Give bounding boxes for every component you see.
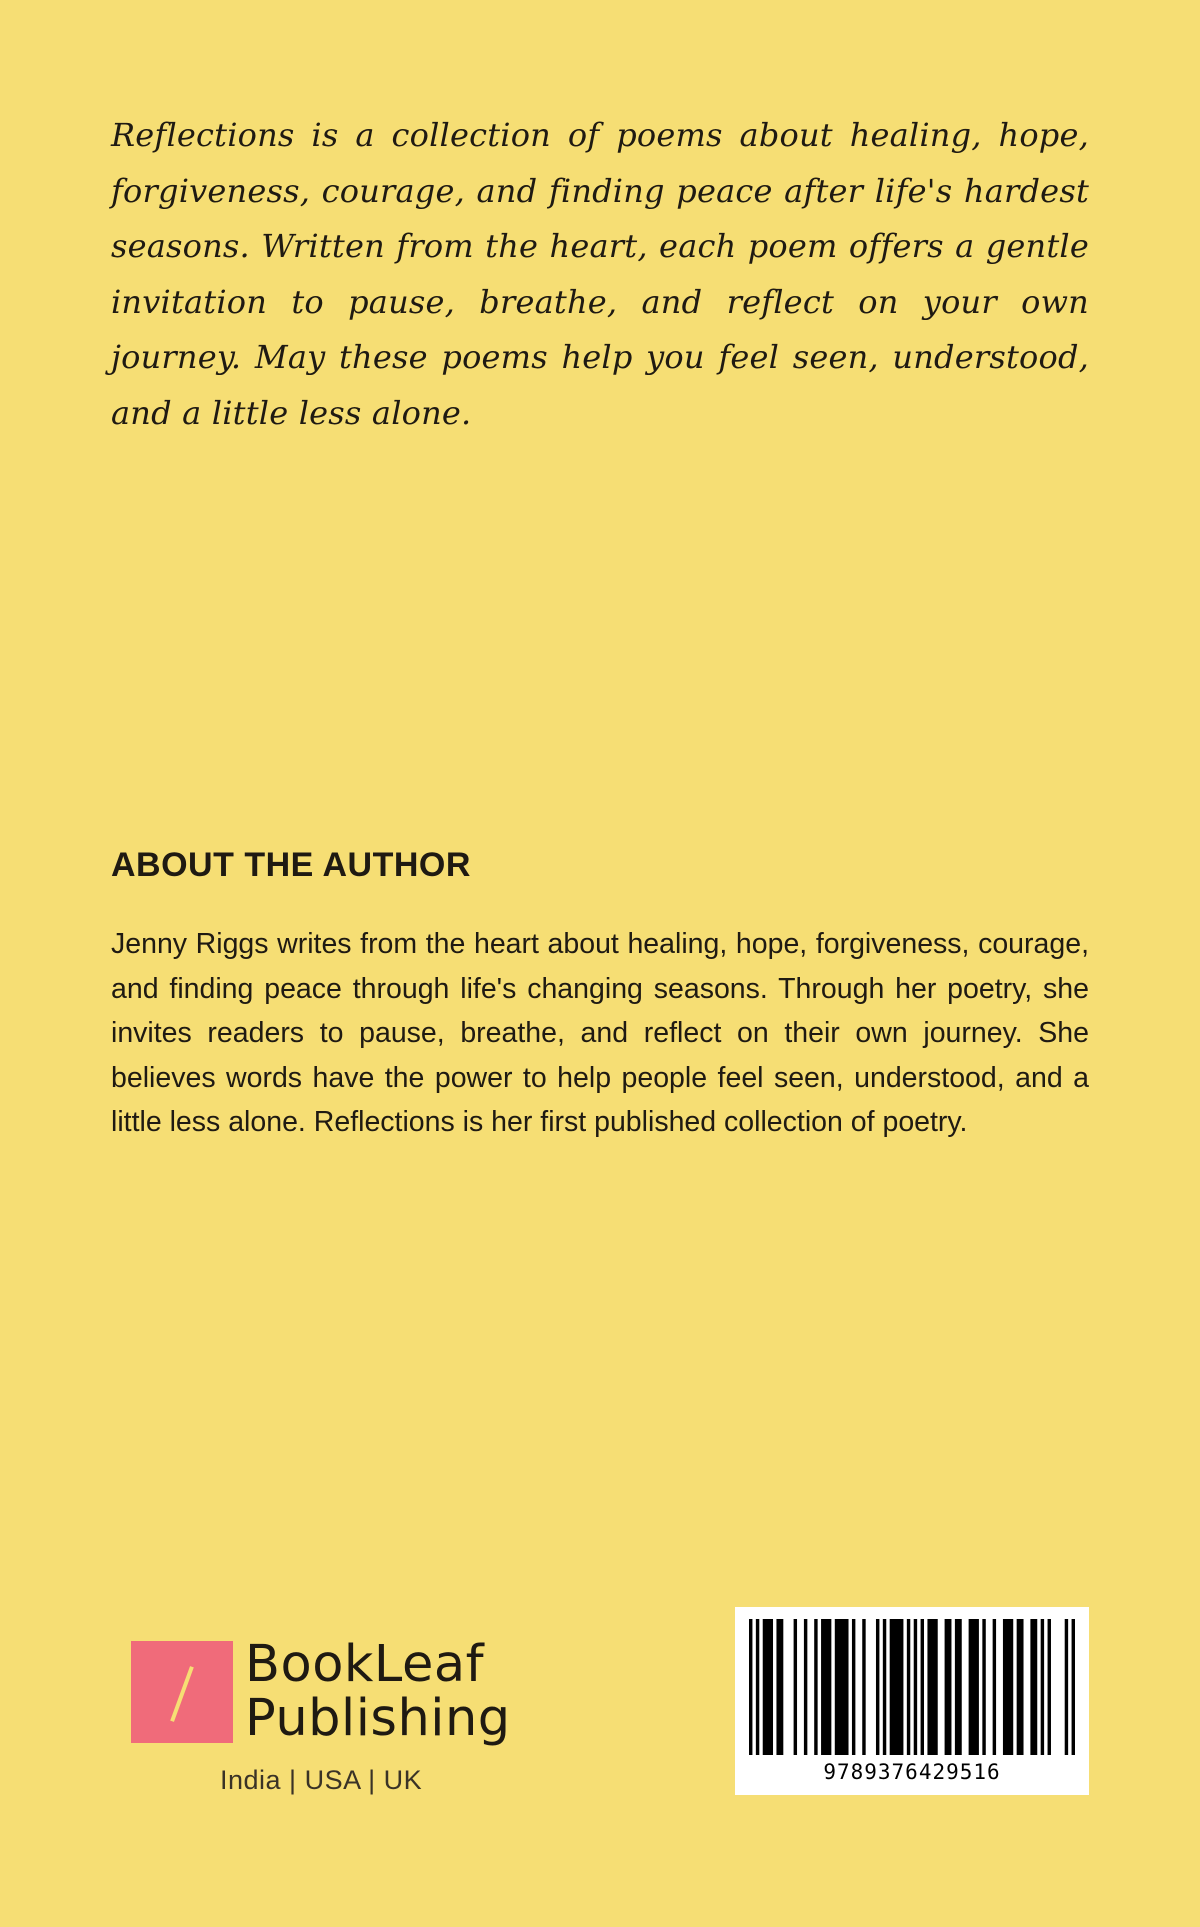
publisher-regions: India | USA | UK [220, 1765, 423, 1795]
barcode-bar [862, 1619, 865, 1755]
barcode-bar [890, 1619, 904, 1755]
barcode-bar [1017, 1619, 1024, 1755]
barcode-bar [756, 1619, 759, 1755]
barcode-bar [776, 1619, 783, 1755]
barcode-bar [883, 1619, 886, 1755]
barcode-bar [852, 1619, 855, 1755]
publisher-name-line1: BookLeaf [245, 1635, 485, 1694]
isbn-barcode [735, 1607, 1089, 1795]
barcode-bar [921, 1619, 924, 1755]
about-author-text: Jenny Riggs writes from the heart about healing, hope, forgiveness, courage, and finding peace through life's changing seasons. Through her poetry, she invites readers to pause, breathe, and reflect on their own journey. She believes words have the power to help people feel seen, understood, and a little less alone. Reflections is her first published collection of poetry. [111, 928, 1089, 1138]
barcode-bar [993, 1619, 996, 1755]
barcode-bar [907, 1619, 910, 1755]
barcode-bar [945, 1619, 952, 1755]
barcode-bar [1003, 1619, 1013, 1755]
barcode-bar [1048, 1619, 1051, 1755]
barcode-bar [914, 1619, 917, 1755]
isbn-number: 9789376429516 [823, 1760, 1001, 1784]
about-author-heading: ABOUT THE AUTHOR [111, 846, 471, 884]
slash-icon [170, 1666, 194, 1722]
barcode-bar [1030, 1619, 1037, 1755]
book-blurb: Reflections is a collection of poems about healing, hope, forgiveness, courage, and finding peace after life's hardest seasons. Written from the heart, each poem offers a gentle invitation to pause, breathe, and reflect on your own journey. May these poems help you feel seen, understood, and a little less alone. [111, 116, 1089, 432]
barcode-bar [794, 1619, 797, 1755]
barcode-bar [1041, 1619, 1044, 1755]
barcode-bar [982, 1619, 985, 1755]
barcode-bar [763, 1619, 773, 1755]
barcode-bar [749, 1619, 752, 1755]
publisher-logo-mark [131, 1641, 233, 1743]
barcode-bar [876, 1619, 879, 1755]
barcode-bar [814, 1619, 817, 1755]
barcode-bars [749, 1619, 1075, 1755]
barcode-bar [927, 1619, 937, 1755]
barcode-bar [955, 1619, 962, 1755]
publisher-logo [131, 1635, 511, 1795]
barcode-bar [969, 1619, 979, 1755]
publisher-name-line2: Publishing [245, 1689, 511, 1748]
barcode-bar [821, 1619, 831, 1755]
barcode-bar [804, 1619, 807, 1755]
barcode-bar [1072, 1619, 1075, 1755]
barcode-bar [1065, 1619, 1068, 1755]
barcode-bar [835, 1619, 849, 1755]
